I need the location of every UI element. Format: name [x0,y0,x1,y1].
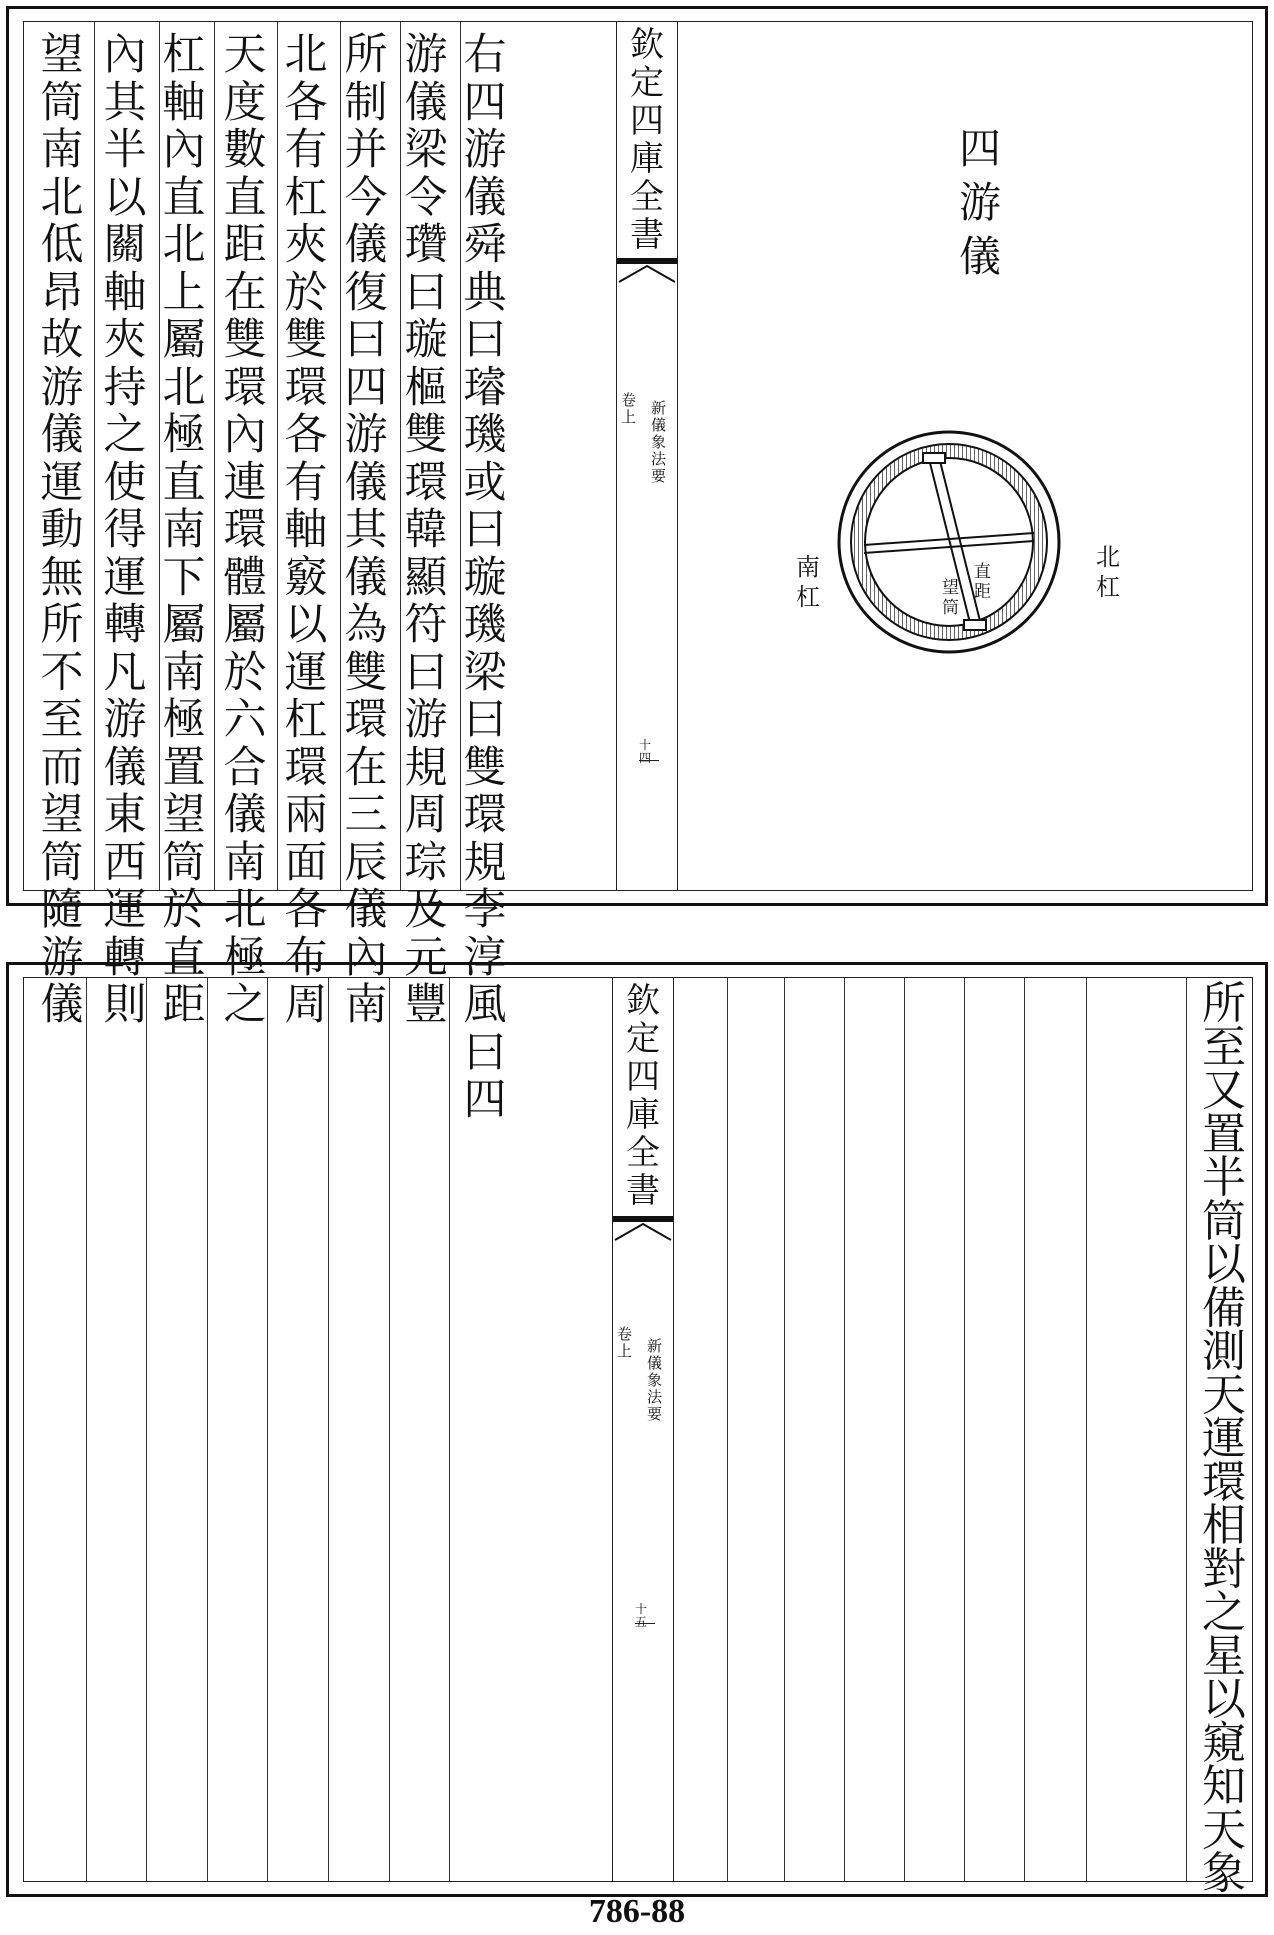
text-glyph: 儀 [344,552,388,603]
text-glyph: 夾 [103,315,147,365]
text-glyph: 極 [223,932,267,983]
text-glyph: 璇 [463,552,507,603]
text-glyph: 游 [40,362,84,413]
text-column-4 [274,32,338,1030]
text-glyph: 璣 [463,410,507,460]
text-glyph: 南 [162,647,206,698]
text-glyph: 以 [284,600,328,650]
text-glyph: 天 [1202,1369,1246,1421]
text-glyph: 曰 [404,647,448,698]
text-glyph: 樞 [404,362,448,413]
text-column-7 [93,32,157,1030]
diagram-label-north [1096,542,1120,602]
folio-glyph: 四 [639,751,652,765]
text-glyph: 於 [284,267,328,318]
spine-title-glyph: 全 [626,1133,660,1173]
text-glyph: 夾 [284,220,328,270]
text-glyph: 上 [162,267,206,318]
text-glyph: 北 [40,172,84,223]
text-glyph: 西 [103,837,147,888]
fishtail-mark [613,1216,673,1242]
text-glyph: 筒 [40,77,84,128]
text-glyph: 布 [284,932,328,983]
text-glyph: 曰 [463,695,507,745]
text-glyph: 隨 [40,885,84,935]
spine-volume [617,1326,632,1360]
spine-book-glyph: 儀 [647,1354,663,1372]
text-glyph: 杠 [284,172,328,223]
text-glyph: 軸 [284,505,328,555]
text-glyph: 規 [463,837,507,888]
text-glyph: 極 [162,695,206,745]
text-column-6 [152,32,216,1030]
text-glyph: 儀 [344,885,388,935]
text-glyph: 天 [1202,1804,1246,1856]
text-glyph: 以 [103,172,147,223]
text-glyph: 曰 [344,315,388,365]
column-rule [904,978,905,1881]
text-glyph: 直 [162,172,206,223]
text-glyph: 又 [1202,1065,1246,1116]
spine-book-title [651,400,666,485]
text-glyph: 南 [162,505,206,555]
column-rule [1024,978,1025,1881]
text-glyph: 李 [463,885,507,935]
text-glyph: 或 [463,457,507,508]
spine-book-glyph: 新 [647,1337,663,1355]
text-glyph: 備 [1202,1282,1246,1334]
text-glyph: 連 [223,457,267,508]
folio-glyph: 十 [639,738,652,752]
text-glyph: 其 [344,505,388,555]
label-glyph: 北 [1096,543,1120,571]
text-glyph: 四 [344,362,388,413]
spine-book-glyph: 新 [651,399,667,417]
spine-book-glyph: 象 [647,1371,663,1389]
text-glyph: 相 [1202,1500,1246,1551]
text-column-2 [394,32,458,1030]
text-glyph: 曰 [463,505,507,555]
text-glyph: 游 [404,695,448,745]
text-glyph: 環 [223,362,267,413]
text-glyph: 及 [404,885,448,935]
bottom-page-frame [23,977,1253,1899]
spine [616,22,678,890]
column-rule [727,978,728,1881]
text-glyph: 制 [344,77,388,128]
text-glyph: 所 [1202,978,1246,1029]
column-rule [86,978,87,1881]
text-glyph: 內 [223,410,267,460]
column-rule [784,978,785,1881]
text-glyph: 璿 [463,362,507,413]
text-glyph: 轉 [103,932,147,983]
text-glyph: 為 [344,600,388,650]
text-glyph: 風 [463,980,507,1030]
text-glyph: 兩 [284,790,328,840]
text-glyph: 天 [223,30,267,80]
text-glyph: 顯 [404,552,448,603]
text-glyph: 星 [1202,1630,1246,1682]
text-glyph: 置 [1202,1108,1246,1160]
text-glyph: 周 [404,790,448,840]
text-glyph: 四 [463,1075,507,1125]
text-glyph: 南 [223,837,267,888]
spine-title [617,26,677,254]
spine-title-glyph: 庫 [626,1095,660,1135]
text-glyph: 半 [103,125,147,175]
text-glyph: 梁 [404,125,448,175]
diagram-title-glyph: 四 [959,124,1002,173]
spine-title-glyph: 欽 [626,981,660,1021]
text-glyph: 得 [103,505,147,555]
armillary-diagram [834,427,1064,657]
column-rule [328,978,329,1881]
text-glyph: 望 [40,790,84,840]
text-glyph: 曰 [463,315,507,365]
bottom-page [6,962,1268,1897]
folio-glyph: 十 [635,1602,648,1616]
text-glyph: 北 [162,362,206,413]
text-glyph: 琮 [404,837,448,888]
spine-book-glyph: 要 [651,467,667,485]
text-glyph: 南 [344,980,388,1030]
text-glyph: 游 [344,410,388,460]
text-glyph: 動 [40,505,84,555]
text-glyph: 淳 [463,932,507,983]
text-glyph: 右 [463,30,507,80]
text-glyph: 至 [1202,1021,1246,1073]
text-glyph: 凡 [103,647,147,698]
text-glyph: 游 [463,125,507,175]
text-glyph: 昂 [40,267,84,318]
text-glyph: 知 [1202,1761,1246,1812]
text-glyph: 距 [162,980,206,1030]
text-glyph: 儀 [40,410,84,460]
text-glyph: 儀 [344,220,388,270]
text-glyph: 曰 [404,267,448,318]
label-glyph: 南 [796,553,820,581]
text-glyph: 內 [344,932,388,983]
text-glyph: 韓 [404,505,448,555]
label-glyph: 望 [942,578,959,598]
text-glyph: 有 [284,125,328,175]
text-glyph: 曰 [463,1027,507,1078]
spine-title-glyph: 書 [626,1171,660,1211]
text-glyph: 望 [162,790,206,840]
text-glyph: 持 [103,362,147,413]
text-glyph: 在 [223,267,267,318]
folio-rule [639,760,659,761]
folio-number [639,739,651,765]
text-glyph: 各 [284,410,328,460]
spine-title-glyph: 四 [626,1057,660,1097]
text-glyph: 運 [284,647,328,698]
text-glyph: 雙 [284,315,328,365]
text-glyph: 之 [103,410,147,460]
label-glyph: 筒 [942,598,959,618]
text-glyph: 北 [223,885,267,935]
text-glyph: 則 [103,980,147,1030]
text-glyph: 軸 [162,77,206,128]
text-glyph: 符 [404,600,448,650]
text-glyph: 杠 [284,695,328,745]
text-glyph: 環 [404,457,448,508]
spine [612,978,674,1881]
column-rule [844,978,845,1881]
folio-glyph: 五 [635,1615,648,1629]
text-glyph: 距 [223,220,267,270]
column-rule [449,978,450,1881]
text-glyph: 舜 [463,220,507,270]
text-glyph: 六 [223,695,267,745]
text-glyph: 辰 [344,837,388,888]
text-glyph: 置 [162,742,206,793]
text-column-5 [213,32,277,1030]
text-glyph: 北 [162,220,206,270]
diagram-title-glyph: 游 [959,178,1002,227]
column-rule [146,978,147,1881]
spine-title-glyph: 庫 [630,139,664,179]
text-glyph: 轉 [103,600,147,650]
text-glyph: 象 [1202,1848,1246,1899]
text-glyph: 竅 [284,552,328,603]
label-glyph: 杠 [1096,573,1120,601]
spine-book-glyph: 法 [651,450,667,468]
text-glyph: 屬 [162,600,206,650]
text-glyph: 筒 [162,837,206,888]
text-glyph: 儀 [40,980,84,1030]
text-glyph: 東 [103,790,147,840]
text-glyph: 直 [223,172,267,223]
text-glyph: 體 [223,552,267,603]
text-glyph: 復 [344,267,388,318]
text-glyph: 筒 [40,837,84,888]
text-glyph: 屬 [223,600,267,650]
spine-volume-glyph: 卷 [621,391,637,409]
text-glyph: 內 [162,125,206,175]
spine-volume [621,392,636,426]
text-glyph: 雙 [463,742,507,793]
text-glyph: 環 [284,362,328,413]
spine-book-title [647,1338,662,1423]
text-glyph: 璣 [463,600,507,650]
text-column-1 [453,32,517,1125]
text-glyph: 對 [1202,1543,1246,1595]
text-glyph: 於 [162,885,206,935]
text-glyph: 度 [223,77,267,128]
text-glyph: 低 [40,220,84,270]
text-glyph: 之 [223,980,267,1030]
text-glyph: 儀 [344,457,388,508]
spine-title-glyph: 書 [630,215,664,255]
text-glyph: 北 [284,30,328,80]
text-glyph: 環 [463,790,507,840]
folio-rule [635,1623,655,1624]
text-glyph: 窺 [1202,1717,1246,1769]
text-glyph: 有 [284,457,328,508]
text-glyph: 雙 [404,410,448,460]
text-column-3 [334,32,398,1030]
fishtail-mark [617,258,677,284]
text-glyph: 數 [223,125,267,175]
text-glyph: 合 [223,742,267,793]
text-glyph: 杠 [162,30,206,80]
text-glyph: 游 [404,30,448,80]
text-glyph: 雙 [223,315,267,365]
text-glyph: 瓚 [404,220,448,270]
text-glyph: 環 [1202,1456,1246,1508]
column-rule [1186,978,1187,1881]
text-glyph: 環 [344,695,388,745]
text-glyph: 屬 [162,315,206,365]
text-glyph: 四 [463,77,507,128]
text-glyph: 筒 [1202,1195,1246,1247]
text-glyph: 游 [103,695,147,745]
spine-title-glyph: 欽 [630,25,664,65]
text-glyph: 南 [40,125,84,175]
text-column-1 [1192,978,1256,1899]
text-glyph: 各 [284,885,328,935]
text-glyph: 至 [40,695,84,745]
column-rule [207,978,208,1881]
text-glyph: 所 [40,600,84,650]
spine-volume-glyph: 上 [617,1342,633,1360]
spine-title-glyph: 定 [626,1019,660,1059]
text-glyph: 以 [1202,1239,1246,1290]
column-rule [389,978,390,1881]
text-glyph: 梁 [463,647,507,698]
text-glyph: 運 [1202,1413,1246,1464]
text-glyph: 直 [162,932,206,983]
text-glyph: 規 [404,742,448,793]
text-glyph: 運 [103,552,147,603]
text-glyph: 并 [344,125,388,175]
text-glyph: 元 [404,932,448,983]
column-rule [964,978,965,1881]
text-glyph: 測 [1202,1326,1246,1377]
text-glyph: 下 [162,552,206,603]
label-glyph: 直 [974,562,991,582]
diagram-title-glyph: 儀 [959,232,1002,281]
top-page [6,6,1268,1125]
text-glyph: 游 [40,932,84,983]
spine-volume-glyph: 卷 [617,1325,633,1343]
diagram-label-zhiju [974,562,991,602]
text-glyph: 半 [1202,1152,1246,1203]
diagram-label-south [796,552,820,612]
text-glyph: 儀 [404,77,448,128]
spine-title-glyph: 全 [630,177,664,217]
text-glyph: 關 [103,220,147,270]
text-column-8 [30,32,94,1030]
text-glyph: 直 [162,457,206,508]
text-glyph: 各 [284,77,328,128]
text-glyph: 不 [40,647,84,698]
text-glyph: 極 [162,410,206,460]
spine-book-glyph: 要 [647,1405,663,1423]
label-glyph: 距 [974,582,991,602]
text-glyph: 運 [40,457,84,508]
folio-number [635,1603,647,1629]
label-glyph: 杠 [796,583,820,611]
text-glyph: 之 [1202,1587,1246,1638]
text-glyph: 在 [344,742,388,793]
text-glyph: 面 [284,837,328,888]
text-glyph: 令 [404,172,448,223]
text-glyph: 雙 [344,647,388,698]
text-glyph: 無 [40,552,84,603]
text-glyph: 其 [103,77,147,128]
text-glyph: 豐 [404,980,448,1030]
diagram-title [959,122,1001,284]
text-glyph: 典 [463,267,507,318]
text-glyph: 軸 [103,267,147,318]
text-glyph: 璇 [404,315,448,365]
text-glyph: 儀 [103,742,147,793]
top-page-frame [23,21,1253,1125]
text-glyph: 而 [40,742,84,793]
text-glyph: 周 [284,980,328,1030]
text-glyph: 故 [40,315,84,365]
text-glyph: 環 [223,505,267,555]
text-glyph: 於 [223,647,267,698]
text-glyph: 環 [284,742,328,793]
text-glyph: 使 [103,457,147,508]
page-imprint: 786-88 [588,1893,686,1930]
spine-volume-glyph: 上 [621,408,637,426]
text-glyph: 內 [103,30,147,80]
spine-title [613,982,673,1210]
text-glyph: 所 [344,30,388,80]
spine-book-glyph: 法 [647,1388,663,1406]
text-glyph: 儀 [463,172,507,223]
text-glyph: 三 [344,790,388,840]
spine-title-glyph: 定 [630,63,664,103]
column-rule [1086,978,1087,1881]
diagram-label-wangtong [942,578,959,618]
text-glyph: 儀 [223,790,267,840]
column-rule [267,978,268,1881]
spine-title-glyph: 四 [630,101,664,141]
spine-book-glyph: 象 [651,433,667,451]
text-glyph: 以 [1202,1674,1246,1725]
text-glyph: 今 [344,172,388,223]
text-glyph: 運 [103,885,147,935]
text-glyph: 望 [40,30,84,80]
spine-book-glyph: 儀 [651,416,667,434]
